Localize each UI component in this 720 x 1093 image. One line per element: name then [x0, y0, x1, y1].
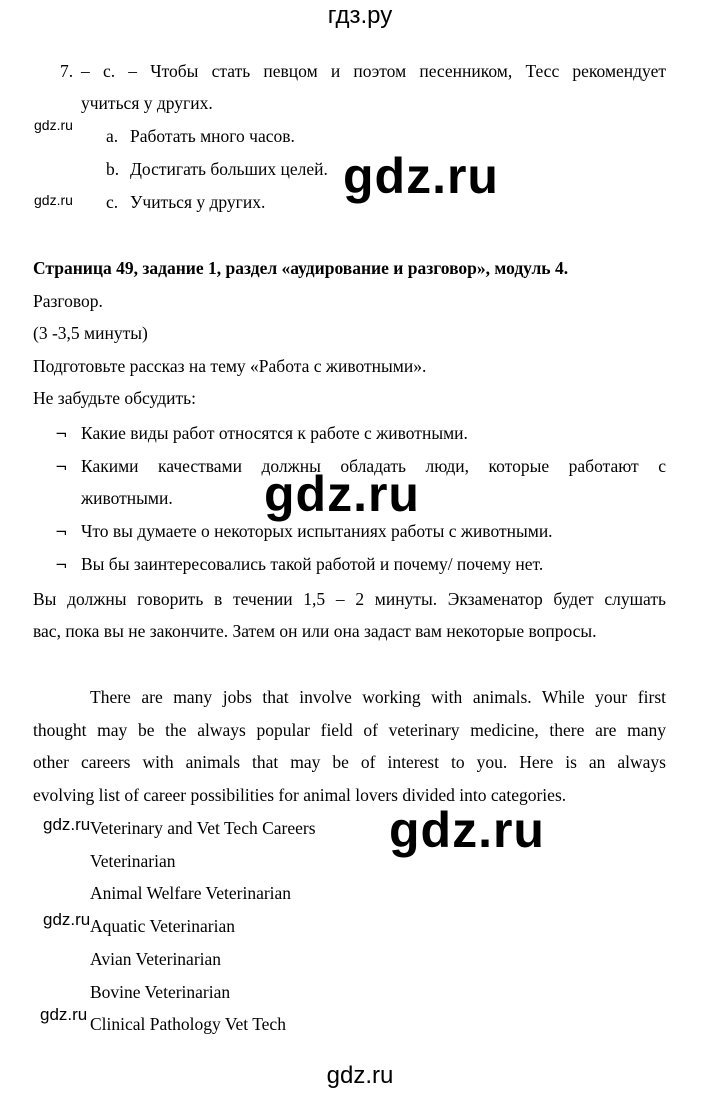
bullet-text-3: Что вы думаете о некоторых испытаниях работы с животными.	[81, 521, 553, 541]
question-line-1: – c. – Чтобы стать певцом и поэтом песенником, Тесс рекомендует	[81, 61, 666, 81]
watermark-small: gdz.ru	[34, 117, 73, 133]
instruction-line-2: вас, пока вы не закончите. Затем он или она задаст вам некоторые вопросы.	[33, 621, 597, 641]
option-letter-a: a.	[106, 126, 119, 146]
watermark-big: gdz.ru	[389, 802, 545, 858]
career-item: Bovine Veterinarian	[90, 982, 231, 1002]
bullet-mark-4: ¬	[55, 556, 68, 574]
watermark-big: gdz.ru	[264, 466, 420, 522]
watermark-small: gdz.ru	[43, 910, 91, 929]
option-letter-c: c.	[106, 192, 119, 212]
watermark-big: gdz.ru	[343, 148, 499, 204]
option-text-a: Работать много часов.	[130, 126, 295, 146]
answer-line-3: other careers with animals that may be of interest to you. Here is an always	[33, 752, 666, 772]
option-text-c: Учиться у других.	[130, 192, 266, 212]
task-prompt: Подготовьте рассказ на тему «Работа с животными».	[33, 356, 427, 376]
answer-line-1: There are many jobs that involve working with animals. While your first	[90, 687, 666, 707]
instruction-line-1: Вы должны говорить в течении 1,5 – 2 минуты. Экзаменатор будет слушать	[33, 589, 666, 609]
watermark-small: gdz.ru	[34, 192, 73, 208]
option-letter-b: b.	[106, 159, 120, 179]
bullet-text-2: Какими качествами должны обладать люди, которые работают с	[81, 456, 666, 476]
task-discuss: Не забудьте обсудить:	[33, 388, 196, 408]
task-heading: Страница 49, задание 1, раздел «аудирование и разговор», модуль 4.	[33, 258, 569, 278]
bullet-mark-1: ¬	[55, 425, 68, 443]
career-item: Veterinarian	[90, 851, 176, 871]
bullet-text-2-cont: животными.	[81, 488, 173, 508]
task-type: Разговор.	[33, 291, 103, 311]
bullet-text-4: Вы бы заинтересовались такой работой и почему/ почему нет.	[81, 554, 544, 574]
career-item: Clinical Pathology Vet Tech	[90, 1014, 286, 1034]
answer-line-4: evolving list of career possibilities for animal lovers divided into categories.	[33, 785, 567, 805]
bullet-mark-2: ¬	[55, 458, 68, 476]
question-number: 7.	[60, 61, 74, 81]
question-line-2: учиться у других.	[81, 93, 213, 113]
answer-line-2: thought may be the always popular field of veterinary medicine, there are many	[33, 720, 666, 740]
career-item: Veterinary and Vet Tech Careers	[90, 818, 316, 838]
career-item: Animal Welfare Veterinarian	[90, 883, 292, 903]
site-footer: gdz.ru	[326, 1062, 394, 1089]
task-duration: (3 -3,5 минуты)	[33, 323, 148, 343]
watermark-small: gdz.ru	[43, 815, 91, 834]
career-item: Avian Veterinarian	[90, 949, 222, 969]
career-item: Aquatic Veterinarian	[90, 916, 235, 936]
bullet-mark-3: ¬	[55, 523, 68, 541]
watermark-small: gdz.ru	[40, 1005, 88, 1024]
bullet-text-1: Какие виды работ относятся к работе с животными.	[81, 423, 468, 443]
option-text-b: Достигать больших целей.	[130, 159, 328, 179]
site-header: гдз.ру	[327, 2, 393, 29]
